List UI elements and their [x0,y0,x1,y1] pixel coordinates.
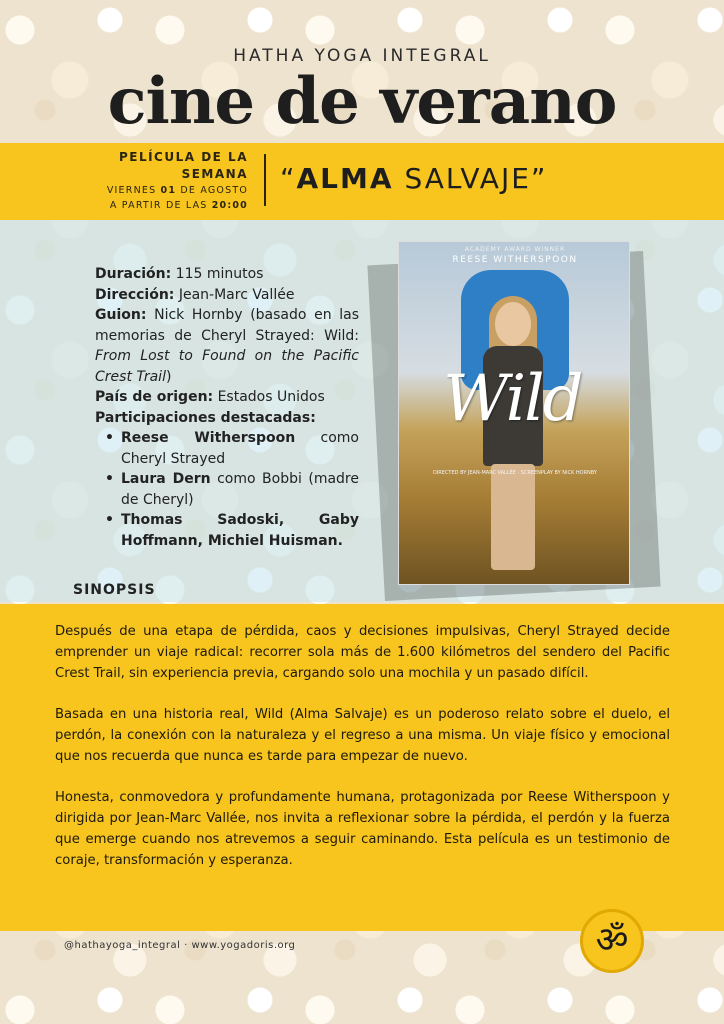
script-book-title: From Lost to Found on the Pacific Crest Trail [95,348,359,385]
list-item [95,428,359,469]
synopsis-paragraph: Después de una etapa de pérdida, caos y decisiones impulsivas, Cheryl Strayed decide emprender un viaje radical: recorrer sola más de 1.600 kilómetros del sendero del Pacific Crest Trail, sin experiencia previa, cargando solo una mochila y un pasado difícil. [55,624,670,681]
banner-divider [264,154,266,206]
director-label: Dirección: [95,286,175,303]
banner-label-line1: PELÍCULA DE LA [118,150,248,164]
film-title-rest: SALVAJE” [393,162,548,195]
film-title-bold: ALMA [296,162,394,195]
organization-subtitle: HATHA YOGA INTEGRAL [233,46,491,66]
cast-role: como Bobbi (madre de Cheryl) [121,471,359,508]
film-banner [0,143,724,220]
time-prefix: A PARTIR DE LAS [109,200,212,211]
poster-star-name: REESE WITHERSPOON [452,255,578,265]
synopsis-heading: SINOPSIS [73,582,156,598]
cast-name: Reese Witherspoon [121,430,296,446]
banner-schedule [96,149,248,213]
banner-label-line2: SEMANA [181,167,248,181]
list-item [95,469,359,510]
director-value: Jean-Marc Vallée [174,286,295,303]
synopsis-paragraph: Basada en una historia real, Wild (Alma Salvaje) es un poderoso relato sobre el duelo, el perdón, la conexión con la naturaleza y el regreso a una misma. Un viaje físico y emocional que nos recuerda que nunca es tarde para empezar de nuevo. [55,707,670,764]
cast-label-text: Participaciones destacadas: [95,409,316,426]
duration-label: Duración: [95,266,172,282]
synopsis-text [55,621,670,891]
cast-name: Thomas Sadoski, Gaby Hoffmann, Michiel Huisman. [121,512,359,549]
film-title [280,162,547,195]
face-shape [495,302,531,346]
duration-row [95,264,359,285]
country-value: Estados Unidos [213,389,325,405]
cast-role: como Cheryl Strayed [121,430,359,467]
list-item [95,510,359,551]
page-title: cine de verano [107,64,617,139]
date-suffix: DE AGOSTO [176,185,248,196]
om-symbol: ॐ [595,920,629,961]
footer-contact: @hathayoga_integral · www.yogadoris.org [64,940,296,951]
film-details [95,264,359,551]
script-value: Nick Hornby (basado en las memorias de Cheryl Strayed: Wild: [95,307,359,344]
date-day: 01 [160,185,177,196]
film-title-open-quote: “ [280,162,297,195]
om-icon [580,909,644,973]
script-label: Guion: [95,307,147,323]
screening-date [96,183,248,198]
cast-name: Laura Dern [121,471,211,487]
legs-shape [491,464,535,570]
director-row [95,285,359,306]
country-label: País de origen: [95,389,214,405]
script-row [95,305,359,387]
poster-logo: Wild [443,362,582,436]
screening-time [96,198,248,213]
header [0,0,724,142]
script-close: ) [165,368,172,385]
movie-poster [398,241,630,585]
poster-award-line: ACADEMY AWARD WINNER [464,246,566,253]
cast-list [95,428,359,551]
country-row [95,387,359,408]
synopsis-paragraph: Honesta, conmovedora y profundamente humana, protagonizada por Reese Witherspoon y dirigida por Jean-Marc Vallée, nos invita a reflexionar sobre la pérdida, el perdón y la fuerza que emerge cuando nos atrevemos a seguir caminando. Esta película es un testimonio de coraje, transformación y esperanza. [55,790,670,868]
cast-label [95,408,359,429]
date-prefix: VIERNES [106,185,161,196]
time-value: 20:00 [211,200,248,211]
poster-credits: DIRECTED BY JEAN-MARC VALLÉE · SCREENPLAY BY NICK HORNBY [432,470,597,476]
duration-value: 115 minutos [171,266,264,282]
